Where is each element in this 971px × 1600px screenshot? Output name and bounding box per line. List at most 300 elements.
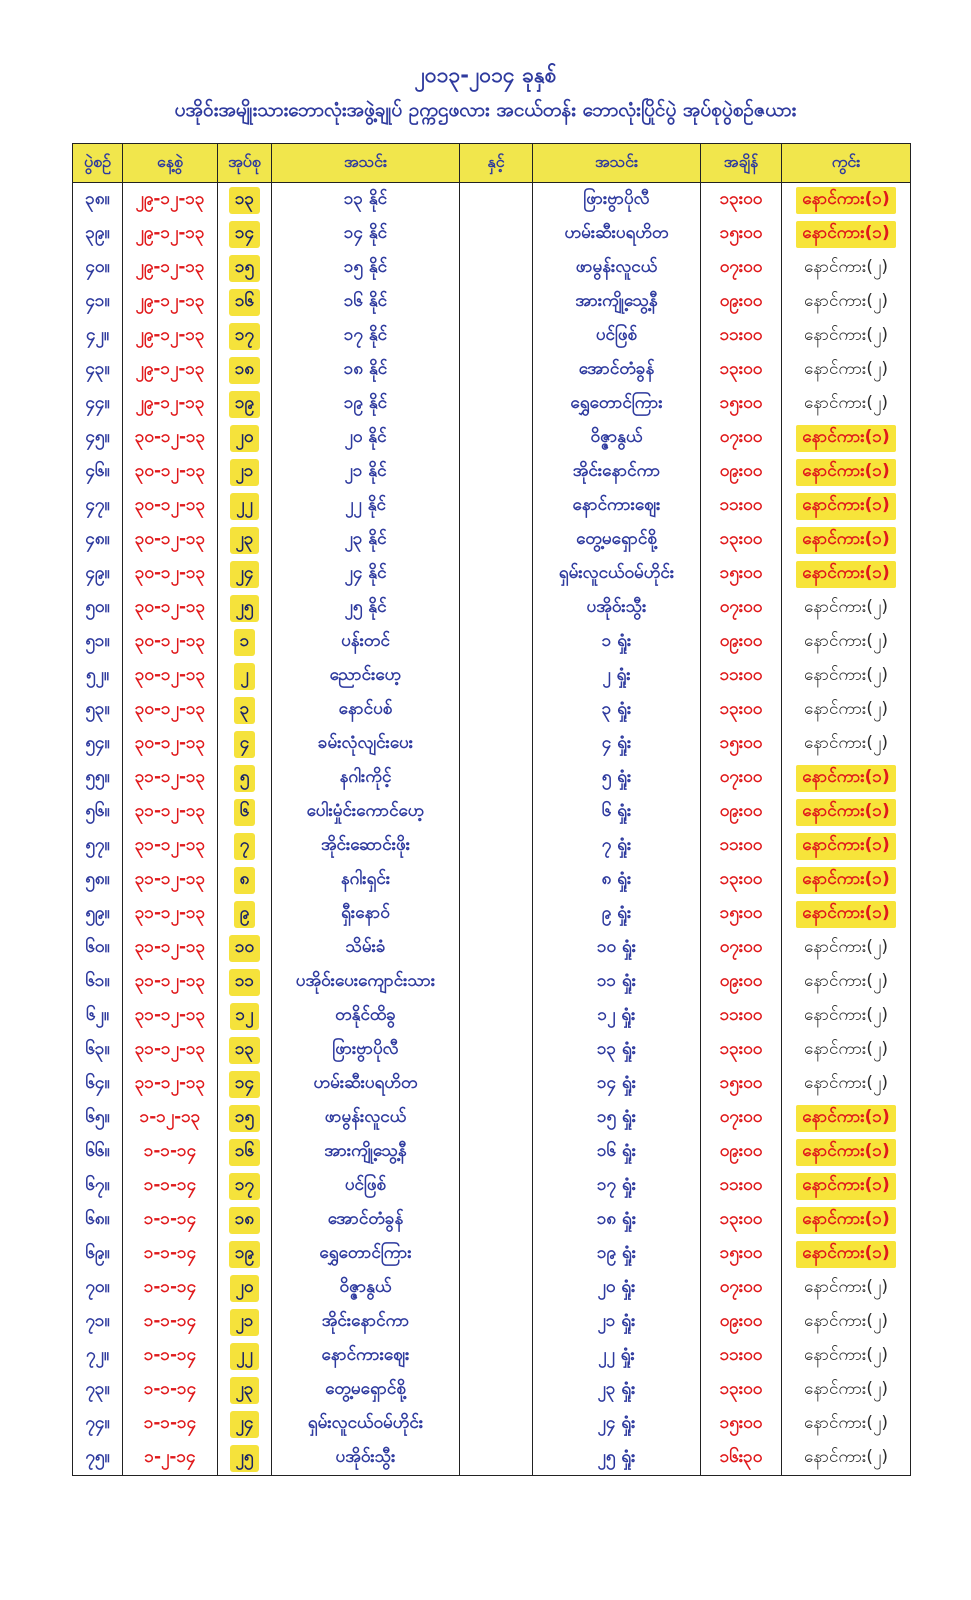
away-team: တွေ့မရှောင်စို့ <box>533 523 701 557</box>
header-group: အုပ်စု <box>218 144 272 183</box>
match-date: ၃၀-၁၂-၁၃ <box>123 693 218 727</box>
venue-cell <box>782 489 911 523</box>
away-team: ၉ ရှုံး <box>533 897 701 931</box>
group-code-cell <box>218 489 272 523</box>
group-code-cell <box>218 523 272 557</box>
venue: နောင်ကား(၂) <box>803 1310 888 1331</box>
vs-cell <box>460 1305 533 1339</box>
group-code-cell <box>218 1339 272 1373</box>
match-number: ၇၁။ <box>73 1305 123 1339</box>
table-row <box>73 863 911 897</box>
group-code: ၉ <box>234 901 256 928</box>
vs-cell <box>460 455 533 489</box>
table-header-row <box>73 144 911 183</box>
match-date: ၂၉-၁၂-၁၃ <box>123 285 218 319</box>
match-number: ၇၃။ <box>73 1373 123 1407</box>
venue-cell <box>782 625 911 659</box>
group-code-cell <box>218 183 272 218</box>
match-time: ၁၁း၀၀ <box>701 489 782 523</box>
venue: နောင်ကား(၁) <box>796 459 896 486</box>
venue-cell <box>782 1237 911 1271</box>
match-date: ၂၉-၁၂-၁၃ <box>123 319 218 353</box>
home-team: နဂါးကိုင့် <box>272 761 460 795</box>
match-number: ၄၀။ <box>73 251 123 285</box>
group-code: ၂၀ <box>230 425 260 452</box>
venue-cell <box>782 1441 911 1476</box>
home-team: ၂၂ နိုင် <box>272 489 460 523</box>
match-number: ၆၉။ <box>73 1237 123 1271</box>
venue: နောင်ကား(၁) <box>796 867 896 894</box>
group-code-cell <box>218 557 272 591</box>
group-code-cell <box>218 1033 272 1067</box>
match-number: ၄၂။ <box>73 319 123 353</box>
group-code-cell <box>218 1067 272 1101</box>
home-team: ၁၄ နိုင် <box>272 217 460 251</box>
away-team: အားကျို့သွေ့နီ <box>533 285 701 319</box>
group-code-cell <box>218 387 272 421</box>
group-code: ၁၃ <box>229 187 260 214</box>
match-date: ၃၀-၁၂-၁၃ <box>123 591 218 625</box>
match-number: ၄၇။ <box>73 489 123 523</box>
venue-cell <box>782 1271 911 1305</box>
away-team: ၂၀ ရှုံး <box>533 1271 701 1305</box>
home-team: ၂၅ နိုင် <box>272 591 460 625</box>
away-team: ၁၃ ရှုံး <box>533 1033 701 1067</box>
venue-cell <box>782 727 911 761</box>
match-time: ၁၅း၀၀ <box>701 387 782 421</box>
group-code-cell <box>218 1441 272 1476</box>
venue-cell <box>782 1339 911 1373</box>
match-number: ၇၅။ <box>73 1441 123 1476</box>
venue: နောင်ကား(၁) <box>796 1207 896 1234</box>
away-team: ၂၃ ရှုံး <box>533 1373 701 1407</box>
venue-cell <box>782 1101 911 1135</box>
group-code: ၁ <box>234 629 256 656</box>
away-team: ၁ ရှုံး <box>533 625 701 659</box>
venue-cell <box>782 1135 911 1169</box>
vs-cell <box>460 897 533 931</box>
away-team: ၁၅ ရှုံး <box>533 1101 701 1135</box>
match-time: ၀၇း၀၀ <box>701 761 782 795</box>
match-time: ၁၅း၀၀ <box>701 727 782 761</box>
vs-cell <box>460 421 533 455</box>
venue-cell <box>782 659 911 693</box>
match-time: ၁၁း၀၀ <box>701 1169 782 1203</box>
home-team: ပအိုဝ်းပေးကျောင်းသား <box>272 965 460 999</box>
match-time: ၀၉း၀၀ <box>701 1135 782 1169</box>
match-date: ၃၁-၁၂-၁၃ <box>123 1033 218 1067</box>
venue-cell <box>782 1067 911 1101</box>
vs-cell <box>460 183 533 218</box>
venue: နောင်ကား(၁) <box>796 187 896 214</box>
match-time: ၁၆း၃၀ <box>701 1441 782 1476</box>
vs-cell <box>460 693 533 727</box>
table-row <box>73 829 911 863</box>
home-team: နဂါးရှင်း <box>272 863 460 897</box>
table-row <box>73 1373 911 1407</box>
match-date: ၁-၁-၁၄ <box>123 1305 218 1339</box>
venue-cell <box>782 387 911 421</box>
away-team: ၁၁ ရှုံး <box>533 965 701 999</box>
match-date: ၃၁-၁၂-၁၃ <box>123 965 218 999</box>
match-time: ၁၁း၀၀ <box>701 999 782 1033</box>
table-row <box>73 1203 911 1237</box>
vs-cell <box>460 217 533 251</box>
group-code: ၁၃ <box>229 1037 260 1064</box>
venue: နောင်ကား(၂) <box>803 392 888 413</box>
group-code-cell <box>218 421 272 455</box>
home-team: ၁၅ နိုင် <box>272 251 460 285</box>
table-row <box>73 591 911 625</box>
away-team: နောင်ကားဈေး <box>533 489 701 523</box>
table-row <box>73 523 911 557</box>
group-code: ၁၉ <box>229 1241 260 1268</box>
header-away-team: အသင်း <box>533 144 701 183</box>
venue-cell <box>782 1203 911 1237</box>
header-date: နေ့စွဲ <box>123 144 218 183</box>
group-code: ၈ <box>234 867 256 894</box>
header-home-team: အသင်း <box>272 144 460 183</box>
table-row <box>73 183 911 218</box>
venue: နောင်ကား(၁) <box>796 1241 896 1268</box>
header-time: အချိန် <box>701 144 782 183</box>
match-date: ၁-၁-၁၄ <box>123 1373 218 1407</box>
match-number: ၅၉။ <box>73 897 123 931</box>
away-team: ပင်ဖြစ် <box>533 319 701 353</box>
venue: နောင်ကား(၁) <box>796 527 896 554</box>
venue: နောင်ကား(၂) <box>803 290 888 311</box>
venue-cell <box>782 795 911 829</box>
away-team: ၂၅ ရှုံး <box>533 1441 701 1476</box>
header-vs: နှင့် <box>460 144 533 183</box>
match-number: ၅၁။ <box>73 625 123 659</box>
match-number: ၄၉။ <box>73 557 123 591</box>
match-date: ၃၀-၁၂-၁၃ <box>123 421 218 455</box>
match-time: ၁၃း၀၀ <box>701 1203 782 1237</box>
group-code: ၂၁ <box>230 1309 260 1336</box>
home-team: ရှီးနောဝ် <box>272 897 460 931</box>
match-date: ၃၀-၁၂-၁၃ <box>123 523 218 557</box>
group-code-cell <box>218 455 272 489</box>
match-date: ၂၉-၁၂-၁၃ <box>123 183 218 218</box>
vs-cell <box>460 1135 533 1169</box>
match-number: ၇၀။ <box>73 1271 123 1305</box>
match-date: ၁-၁-၁၄ <box>123 1339 218 1373</box>
table-row <box>73 557 911 591</box>
match-time: ၁၃း၀၀ <box>701 863 782 897</box>
group-code: ၁၄ <box>229 221 260 248</box>
group-code-cell <box>218 999 272 1033</box>
table-row <box>73 931 911 965</box>
venue-cell <box>782 829 911 863</box>
table-row <box>73 251 911 285</box>
home-team: သိမ်းခံ <box>272 931 460 965</box>
group-code-cell <box>218 795 272 829</box>
match-time: ၁၁း၀၀ <box>701 829 782 863</box>
away-team: ၂ ရှုံး <box>533 659 701 693</box>
vs-cell <box>460 1407 533 1441</box>
home-team: ၂၄ နိုင် <box>272 557 460 591</box>
group-code-cell <box>218 1373 272 1407</box>
group-code: ၂၂ <box>230 1343 259 1370</box>
table-row <box>73 285 911 319</box>
away-team: ၁၆ ရှုံး <box>533 1135 701 1169</box>
venue: နောင်ကား(၂) <box>803 664 888 685</box>
group-code-cell <box>218 659 272 693</box>
group-code: ၂၃ <box>230 527 260 554</box>
venue: နောင်ကား(၁) <box>796 1173 896 1200</box>
match-time: ၁၃း၀၀ <box>701 183 782 218</box>
home-team: ၂၃ နိုင် <box>272 523 460 557</box>
away-team: ဖာမွန်းလူငယ် <box>533 251 701 285</box>
match-number: ၇၄။ <box>73 1407 123 1441</box>
venue: နောင်ကား(၁) <box>796 561 896 588</box>
home-team: ရွှေတောင်ကြား <box>272 1237 460 1271</box>
home-team: ၁၇ နိုင် <box>272 319 460 353</box>
venue: နောင်ကား(၂) <box>803 1446 888 1467</box>
match-time: ၀၉း၀၀ <box>701 965 782 999</box>
away-team: ရှမ်းလူငယ်ဝမ်ဟိုင်း <box>533 557 701 591</box>
vs-cell <box>460 999 533 1033</box>
page-subtitle: ပအိုဝ်းအမျိုးသားဘောလုံးအဖွဲ့ချုပ် ဥက္ကဌဖလား အငယ်တန်း ဘောလုံးပြိုင်ပွဲ အုပ်စုပွဲစဉ်ဇယား <box>174 99 797 121</box>
vs-cell <box>460 1203 533 1237</box>
match-time: ၀၉း၀၀ <box>701 285 782 319</box>
home-team: ခမ်းလုံလျင်းပေး <box>272 727 460 761</box>
away-team: ၅ ရှုံး <box>533 761 701 795</box>
venue: နောင်ကား(၂) <box>803 732 888 753</box>
venue-cell <box>782 863 911 897</box>
match-number: ၆၆။ <box>73 1135 123 1169</box>
vs-cell <box>460 285 533 319</box>
match-time: ၀၇း၀၀ <box>701 931 782 965</box>
vs-cell <box>460 1101 533 1135</box>
group-code: ၂၅ <box>230 595 260 622</box>
group-code-cell <box>218 863 272 897</box>
venue: နောင်ကား(၁) <box>796 1105 896 1132</box>
group-code: ၁၄ <box>229 1071 260 1098</box>
table-row <box>73 1101 911 1135</box>
group-code-cell <box>218 1203 272 1237</box>
venue-cell <box>782 421 911 455</box>
match-time: ၁၃း၀၀ <box>701 1373 782 1407</box>
match-time: ၁၁း၀၀ <box>701 659 782 693</box>
group-code: ၁၇ <box>229 323 260 350</box>
group-code-cell <box>218 965 272 999</box>
vs-cell <box>460 965 533 999</box>
match-time: ၁၃း၀၀ <box>701 1033 782 1067</box>
match-date: ၁-၂-၁၄ <box>123 1441 218 1476</box>
table-row <box>73 659 911 693</box>
match-time: ၁၁း၀၀ <box>701 319 782 353</box>
vs-cell <box>460 625 533 659</box>
home-team: ပေါးမှုံင်းကောင်ပော့ <box>272 795 460 829</box>
venue-cell <box>782 591 911 625</box>
match-time: ၀၉း၀၀ <box>701 795 782 829</box>
home-team: ၁၉ နိုင် <box>272 387 460 421</box>
match-date: ၃၀-၁၂-၁၃ <box>123 727 218 761</box>
match-date: ၁-၁-၁၄ <box>123 1407 218 1441</box>
group-code-cell <box>218 591 272 625</box>
table-row <box>73 727 911 761</box>
table-row <box>73 387 911 421</box>
home-team: ဟမ်းဆီးပရဟိတ <box>272 1067 460 1101</box>
vs-cell <box>460 795 533 829</box>
table-row <box>73 1305 911 1339</box>
page-title: ၂၀၁၃-၂၀၁၄ ခုနှစ် <box>414 63 557 87</box>
group-code: ၁၆ <box>229 1139 260 1166</box>
away-team: အိုင်းနောင်ကာ <box>533 455 701 489</box>
header-match-no: ပွဲစဉ် <box>73 144 123 183</box>
home-team: ၁၃ နိုင် <box>272 183 460 218</box>
table-row <box>73 421 911 455</box>
match-date: ၁-၁-၁၄ <box>123 1135 218 1169</box>
home-team: ၂၁ နိုင် <box>272 455 460 489</box>
match-time: ၀၇း၀၀ <box>701 1271 782 1305</box>
match-time: ၁၅း၀၀ <box>701 897 782 931</box>
venue: နောင်ကား(၂) <box>803 970 888 991</box>
venue-cell <box>782 693 911 727</box>
group-code-cell <box>218 1135 272 1169</box>
venue: နောင်ကား(၂) <box>803 358 888 379</box>
venue: နောင်ကား(၂) <box>803 596 888 617</box>
away-team: ၆ ရှုံး <box>533 795 701 829</box>
venue: နောင်ကား(၂) <box>803 256 888 277</box>
venue: နောင်ကား(၁) <box>796 425 896 452</box>
table-row <box>73 1237 911 1271</box>
group-code-cell <box>218 1101 272 1135</box>
venue-cell <box>782 761 911 795</box>
table-row <box>73 1033 911 1067</box>
table-row <box>73 761 911 795</box>
vs-cell <box>460 1237 533 1271</box>
venue: နောင်ကား(၂) <box>803 630 888 651</box>
away-team: ၁၂ ရှုံး <box>533 999 701 1033</box>
venue-cell <box>782 319 911 353</box>
match-date: ၁-၁-၁၄ <box>123 1271 218 1305</box>
vs-cell <box>460 251 533 285</box>
group-code-cell <box>218 319 272 353</box>
group-code: ၇ <box>234 833 256 860</box>
table-row <box>73 1067 911 1101</box>
match-date: ၃၀-၁၂-၁၃ <box>123 557 218 591</box>
home-team: နောင်ပစ် <box>272 693 460 727</box>
home-team: တနိုင်ထိခွ <box>272 999 460 1033</box>
away-team: ၁၈ ရှုံး <box>533 1203 701 1237</box>
table-row <box>73 965 911 999</box>
group-code-cell <box>218 353 272 387</box>
venue-cell <box>782 965 911 999</box>
venue: နောင်ကား(၂) <box>803 1344 888 1365</box>
venue: နောင်ကား(၁) <box>796 799 896 826</box>
match-time: ၀၉း၀၀ <box>701 455 782 489</box>
group-code: ၁၈ <box>229 357 260 384</box>
match-number: ၆၇။ <box>73 1169 123 1203</box>
venue: နောင်ကား(၁) <box>796 901 896 928</box>
venue: နောင်ကား(၁) <box>796 765 896 792</box>
home-team: ဖြားဗွာပိုလီ <box>272 1033 460 1067</box>
home-team: ပန်းတင် <box>272 625 460 659</box>
venue-cell <box>782 285 911 319</box>
match-date: ၁-၁-၁၄ <box>123 1203 218 1237</box>
venue: နောင်ကား(၂) <box>803 1412 888 1433</box>
home-team: ၁၈ နိုင် <box>272 353 460 387</box>
match-time: ၀၇း၀၀ <box>701 591 782 625</box>
group-code: ၂၄ <box>230 561 260 588</box>
vs-cell <box>460 1271 533 1305</box>
table-row <box>73 795 911 829</box>
match-date: ၃၁-၁၂-၁၃ <box>123 897 218 931</box>
match-number: ၃၉။ <box>73 217 123 251</box>
group-code-cell <box>218 693 272 727</box>
venue-cell <box>782 897 911 931</box>
match-number: ၅၀။ <box>73 591 123 625</box>
group-code: ၁၈ <box>229 1207 260 1234</box>
table-row <box>73 455 911 489</box>
match-time: ၁၃း၀၀ <box>701 693 782 727</box>
match-time: ၁၅း၀၀ <box>701 557 782 591</box>
vs-cell <box>460 659 533 693</box>
group-code: ၄ <box>234 731 256 758</box>
table-row <box>73 1271 911 1305</box>
vs-cell <box>460 489 533 523</box>
home-team: တွေ့မရှောင်စို့ <box>272 1373 460 1407</box>
group-code-cell <box>218 1237 272 1271</box>
match-date: ၁-၁-၁၄ <box>123 1169 218 1203</box>
away-team: ပအိုဝ်းသွီး <box>533 591 701 625</box>
venue: နောင်ကား(၂) <box>803 1378 888 1399</box>
vs-cell <box>460 863 533 897</box>
group-code: ၆ <box>234 799 256 826</box>
match-time: ၁၅း၀၀ <box>701 1407 782 1441</box>
away-team: အောင်တံခွန် <box>533 353 701 387</box>
match-date: ၃၁-၁၂-၁၃ <box>123 999 218 1033</box>
match-date: ၃၁-၁၂-၁၃ <box>123 1067 218 1101</box>
table-row <box>73 693 911 727</box>
group-code: ၂၀ <box>230 1275 260 1302</box>
away-team: ရွှေတောင်ကြား <box>533 387 701 421</box>
vs-cell <box>460 761 533 795</box>
match-number: ၅၆။ <box>73 795 123 829</box>
vs-cell <box>460 557 533 591</box>
match-number: ၇၂။ <box>73 1339 123 1373</box>
table-row <box>73 1169 911 1203</box>
fixture-table <box>72 143 911 1476</box>
venue-cell <box>782 455 911 489</box>
match-number: ၆၄။ <box>73 1067 123 1101</box>
match-time: ၁၃း၀၀ <box>701 523 782 557</box>
home-team: ရှမ်းလူငယ်ဝမ်ဟိုင်း <box>272 1407 460 1441</box>
home-team: အိုင်းဆောင်းဖိုး <box>272 829 460 863</box>
group-code-cell <box>218 1305 272 1339</box>
group-code-cell <box>218 217 272 251</box>
group-code-cell <box>218 625 272 659</box>
away-team: ၂၁ ရှုံး <box>533 1305 701 1339</box>
home-team: ပင်ဖြစ် <box>272 1169 460 1203</box>
match-time: ၀၇း၀၀ <box>701 251 782 285</box>
match-time: ၁၅း၀၀ <box>701 217 782 251</box>
table-row <box>73 625 911 659</box>
group-code-cell <box>218 1169 272 1203</box>
group-code: ၂၁ <box>230 459 260 486</box>
match-number: ၅၃။ <box>73 693 123 727</box>
match-date: ၃၁-၁၂-၁၃ <box>123 761 218 795</box>
match-date: ၃၁-၁၂-၁၃ <box>123 863 218 897</box>
match-number: ၄၁။ <box>73 285 123 319</box>
venue-cell <box>782 1169 911 1203</box>
group-code: ၂၅ <box>230 1445 260 1472</box>
match-date: ၁-၁၂-၁၃ <box>123 1101 218 1135</box>
venue: နောင်ကား(၂) <box>803 936 888 957</box>
